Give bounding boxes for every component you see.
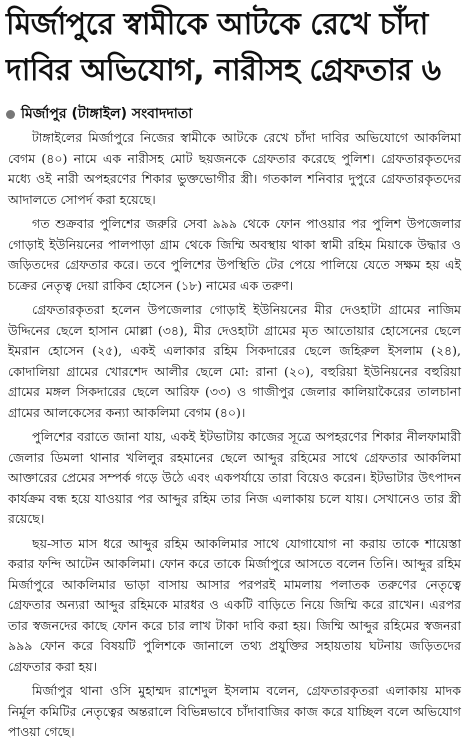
bullet-icon [6, 110, 15, 119]
paragraph-2: গত শুক্রবার পুলিশের জরুরি সেবা ৯৯৯ থেকে ফোন পাওয়ার পর পুলিশ উপজেলার গোড়াই ইউনিয়নের পালপাড়া গ্রাম থেকে জিম্মি অবস্থায় থাকা স্বামী রহিম মিয়াকে উদ্ধার ও জড়িতদের গ্রেফতার করে। তবে পুলিশের উপস্থিতি টের পেয়ে পালিয়ে যেতে সক্ষম হয় এই চক্রের নেতৃত্ব দেয়া রাকিব হোসেন (১৮) নামের এক তরুণ। [8, 216, 461, 293]
headline [0, 0, 469, 94]
paragraph-5: ছয়-সাত মাস ধরে আব্দুর রহিম আকলিমার সাথে যোগাযোগ না করায় তাকে শায়েস্তা করার ফন্দি আটেন আকলিমা। ফোন করে তাকে মির্জাপুরে আসতে বলেন তিনি। আব্দুর রহিম মির্জাপুরে আকলিমার ভাড়া বাসায় আসার পরপরই মামলায় পলাতক তরুণের নেতৃত্বে গ্রেফতার অন্যরা আব্দুর রহিমকে মারধর ও একটি বাড়িতে নিয়ে জিম্মি করে রাখেন। এরপর তার স্বজনদের কাছে ফোন করে চার লাখ টাকা দাবি করা হয়। জিম্মি আব্দুর রহিমের স্বজনরা ৯৯৯ ফোন করে বিষয়টি পুলিশকে জানালে তথ্য প্রযুক্তির সহায়তায় ঘটনায় জড়িতদের গ্রেফতার করা হয়। [8, 535, 461, 674]
byline [6, 102, 469, 126]
paragraph-3: গ্রেফতারকৃতরা হলেন উপজেলার গোড়াই ইউনিয়নের মীর দেওহাটা গ্রামের নাজিম উদ্দিনের ছেলে হাসান মোল্লা (৩৪), মীর দেওহাটা গ্রামের মৃত আতোয়ার হোসেনের ছেলে ইমরান হোসেন (২৫), একই এলাকার রহিম সিকদারের ছেলে জহিরুল ইসলাম (২৪), কোদালিয়া গ্রামের খোরশেদ আলীর ছেলে মো: রানা (২০), বহুরিয়া ইউনিয়নের বহুরিয়া গ্রামের মঙ্গল সিকদারের ছেলে আরিফ (৩৩) ও গাজীপুর জেলার কালিয়াকৈরের তালচানা গ্রামের আলকেসের কন্যা আকলিমা বেগম (৪০)। [8, 302, 461, 420]
article-body [0, 128, 469, 739]
paragraph-4: পুলিশের বরাতে জানা যায়, একই ইটভাটায় কাজের সূত্রে অপহরণের শিকার নীলফামারী জেলার ডিমলা থানার খলিলুর রহমানের ছেলে আব্দুর রহিমের সাথে গ্রেফতার আকলিমা আক্তারের প্রেমের সম্পর্ক গড়ে উঠে এবং একপর্যায়ে তারা বিয়েও করেন। ইটভাটার উৎপাদন কার্যক্রম বন্ধ হয়ে যাওয়ার পর আব্দুর রহিম তার নিজ এলাকায় চলে যায়। সেখানেও তার স্ত্রী রয়েছে। [8, 429, 461, 526]
headline-line-2: দাবির অভিযোগ, নারীসহ গ্রেফতার ৬ [6, 53, 441, 88]
paragraph-1: টাঙ্গাইলের মির্জাপুরে নিজের স্বামীকে আটকে রেখে চাঁদা দাবির অভিযোগে আকলিমা বেগম (৪০) নামে এক নারীসহ মোট ছয়জনকে গ্রেফতার করেছে পুলিশ। গ্রেফতারকৃতদের মধ্যে ওই নারী অপহরণের শিকার ভুক্তভোগীর স্ত্রী। গতকাল শনিবার দুপুরে গ্রেফতারকৃতদের আদালতে সোপর্দ করা হয়েছে। [8, 130, 461, 207]
headline-line-1: মির্জাপুরে স্বামীকে আটকে রেখে চাঁদা [6, 7, 428, 42]
byline-text: মির্জাপুর (টাঙ্গাইল) সংবাদদাতা [21, 106, 193, 122]
paragraph-6: মির্জাপুর থানা ওসি মুহাম্মদ রাশেদুল ইসলাম বলেন, গ্রেফতারকৃতরা এলাকায় মাদক নির্মূল কমিটির নেতৃত্বের অন্তরালে বিভিন্নভাবে চাঁদাবাজির কাজ করে যাচ্ছিল বলে অভিযোগ পাওয়া গেছে। [8, 683, 461, 739]
